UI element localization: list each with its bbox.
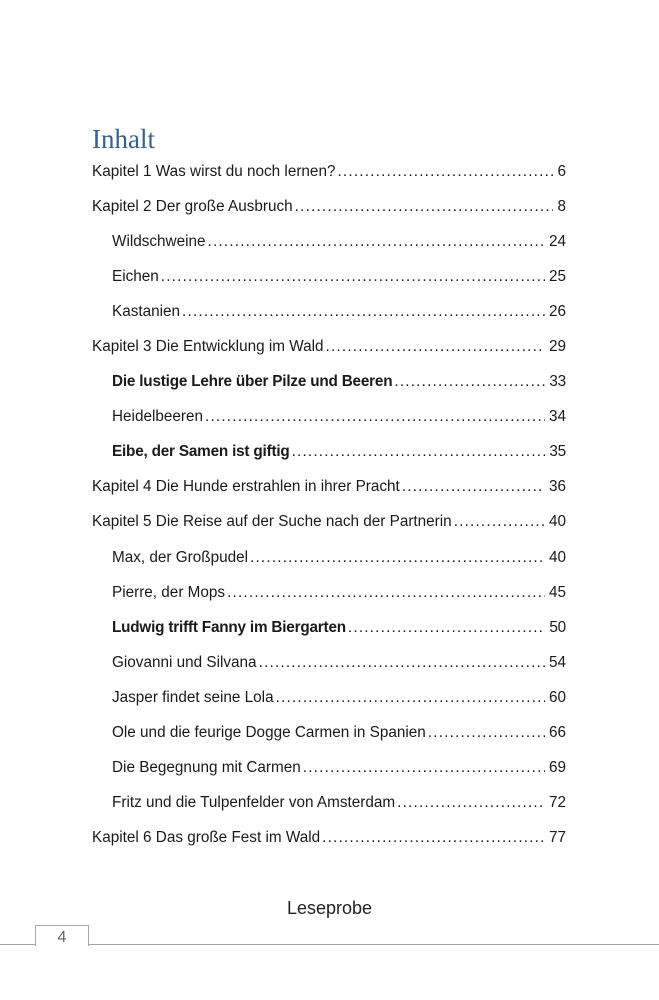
toc-entry[interactable] xyxy=(92,751,566,786)
toc-dot-leader xyxy=(182,302,545,322)
toc-entry-page: 72 xyxy=(548,794,566,812)
toc-dot-leader xyxy=(322,828,545,848)
toc-entry-title: Eichen xyxy=(112,267,159,285)
toc-entry[interactable] xyxy=(92,435,566,470)
toc-entry[interactable] xyxy=(92,400,566,435)
page-number: 4 xyxy=(35,925,89,946)
toc-entry-page: 24 xyxy=(548,232,566,250)
toc-dot-leader xyxy=(394,372,545,392)
toc-entry[interactable] xyxy=(92,610,566,645)
toc-entry-page: 34 xyxy=(548,408,566,426)
footer-divider xyxy=(0,944,659,945)
toc-entry-title: Jasper findet seine Lola xyxy=(112,688,274,706)
toc-dot-leader xyxy=(402,477,545,497)
toc-dot-leader xyxy=(205,407,545,427)
toc-dot-leader xyxy=(208,232,545,252)
toc-entry-title: Wildschweine xyxy=(112,232,206,250)
toc-dot-leader xyxy=(227,583,545,603)
toc-entry[interactable] xyxy=(92,786,566,821)
toc-entry[interactable] xyxy=(92,505,566,540)
toc-entry-page: 77 xyxy=(548,829,566,847)
toc-dot-leader xyxy=(276,688,545,708)
toc-entry-page: 50 xyxy=(549,618,566,636)
toc-dot-leader xyxy=(337,162,553,182)
toc-dot-leader xyxy=(326,337,545,357)
toc-entry-title: Kapitel 1 Was wirst du noch lernen? xyxy=(92,162,336,180)
toc-dot-leader xyxy=(397,793,545,813)
toc-entry-page: 36 xyxy=(548,478,566,496)
toc-title: Inhalt xyxy=(92,124,155,154)
toc-entry-title: Kapitel 2 Der große Ausbruch xyxy=(92,197,293,215)
toc-entry-title: Kapitel 5 Die Reise auf der Suche nach der Partnerin xyxy=(92,513,452,531)
toc-entry[interactable] xyxy=(92,154,566,189)
toc-entry-title: Kapitel 6 Das große Fest im Wald xyxy=(92,829,321,847)
toc-dot-leader xyxy=(303,758,545,778)
toc-entry-page: 45 xyxy=(548,583,566,601)
toc-entry-page: 25 xyxy=(548,267,566,285)
footer-label: Leseprobe xyxy=(286,898,373,918)
toc-entry[interactable] xyxy=(92,259,566,294)
toc-entry[interactable] xyxy=(92,645,566,680)
toc-entry[interactable] xyxy=(92,470,566,505)
toc-entry[interactable] xyxy=(92,680,566,715)
toc-entry-title: Ludwig trifft Fanny im Biergarten xyxy=(112,618,346,636)
toc-entry-page: 40 xyxy=(548,513,566,531)
toc-entry-page: 40 xyxy=(548,548,566,566)
toc-entry[interactable] xyxy=(92,189,566,224)
toc-entry-title: Kastanien xyxy=(112,302,181,320)
toc-entry[interactable] xyxy=(92,716,566,751)
toc-entry[interactable] xyxy=(92,329,566,364)
toc-entry-page: 29 xyxy=(548,338,566,356)
table-of-contents xyxy=(92,154,566,856)
toc-dot-leader xyxy=(348,618,545,638)
toc-entry[interactable] xyxy=(92,294,566,329)
toc-dot-leader xyxy=(259,653,545,673)
toc-entry-title: Max, der Großpudel xyxy=(112,548,249,566)
toc-entry[interactable] xyxy=(92,540,566,575)
toc-entry-page: 26 xyxy=(548,302,566,320)
toc-entry-title: Die Begegnung mit Carmen xyxy=(112,759,301,777)
toc-entry-title: Die lustige Lehre über Pilze und Beeren xyxy=(112,373,393,391)
toc-entry-page: 60 xyxy=(548,688,566,706)
toc-entry-title: Eibe, der Samen ist giftig xyxy=(112,443,290,461)
toc-dot-leader xyxy=(454,512,545,532)
toc-dot-leader xyxy=(428,723,545,743)
toc-entry-title: Heidelbeeren xyxy=(112,408,203,426)
toc-entry-page: 54 xyxy=(548,653,566,671)
toc-entry-page: 69 xyxy=(548,759,566,777)
toc-entry-title: Pierre, der Mops xyxy=(112,583,226,601)
toc-dot-leader xyxy=(295,197,554,217)
toc-entry-page: 33 xyxy=(549,373,566,391)
toc-entry-title: Fritz und die Tulpenfelder von Amsterdam xyxy=(112,794,396,812)
toc-entry[interactable] xyxy=(92,365,566,400)
toc-entry-page: 6 xyxy=(557,162,566,180)
toc-entry-title: Ole und die feurige Dogge Carmen in Spanien xyxy=(112,724,426,742)
toc-entry-title: Kapitel 4 Die Hunde erstrahlen in ihrer Pracht xyxy=(92,478,400,496)
toc-entry[interactable] xyxy=(92,575,566,610)
toc-entry-title: Kapitel 3 Die Entwicklung im Wald xyxy=(92,338,324,356)
toc-entry[interactable] xyxy=(92,821,566,856)
toc-entry-page: 35 xyxy=(549,443,566,461)
toc-entry[interactable] xyxy=(92,224,566,259)
toc-entry-page: 8 xyxy=(557,197,566,215)
toc-entry-page: 66 xyxy=(548,724,566,742)
toc-dot-leader xyxy=(250,548,545,568)
toc-dot-leader xyxy=(161,267,545,287)
toc-entry-title: Giovanni und Silvana xyxy=(112,653,257,671)
toc-dot-leader xyxy=(292,442,546,462)
